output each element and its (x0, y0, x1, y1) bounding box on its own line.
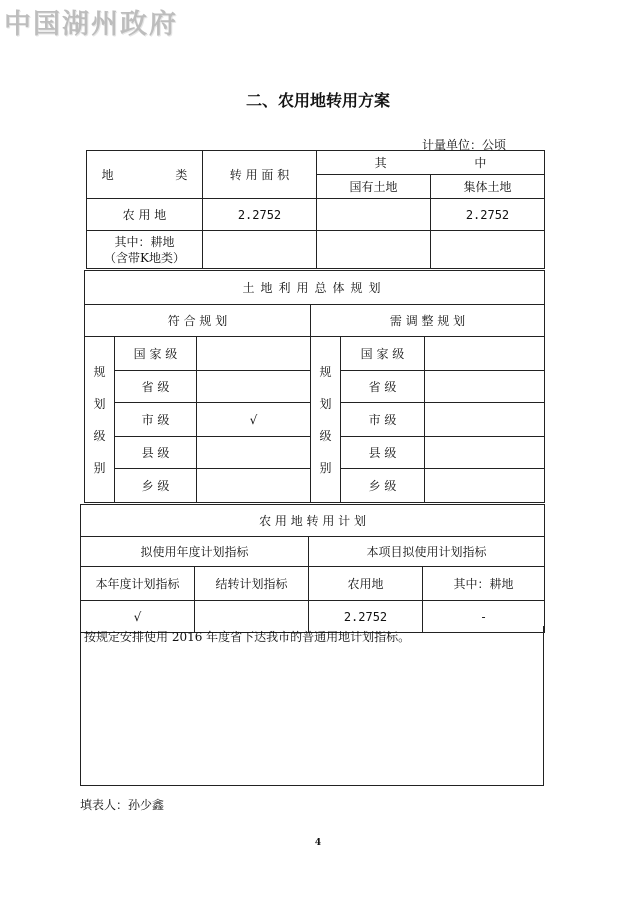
conform-level-city: 市 级 (115, 403, 197, 437)
header-area: 转 用 面 积 (203, 151, 317, 199)
header-di: 地 (101, 168, 114, 182)
row-farmland-area: 2.2752 (203, 199, 317, 231)
conform-level-national: 国 家 级 (115, 337, 197, 371)
row-farmland-state (317, 199, 431, 231)
conform-mark-city: √ (197, 403, 311, 437)
vert-char-ji: 级 (93, 428, 106, 443)
col-farmland: 农用地 (309, 567, 423, 601)
header-qi: 其 (374, 156, 387, 170)
conform-mark-national (197, 337, 311, 371)
header-among (317, 151, 545, 175)
adjust-level-county: 县 级 (341, 437, 425, 469)
conform-level-county: 县 级 (115, 437, 197, 469)
header-annual-quota: 拟使用年度计划指标 (81, 537, 309, 567)
conform-mark-province (197, 371, 311, 403)
adjust-level-vertical (311, 337, 341, 503)
note-text: 按规定安排使用 2016 年度省下达我市的普通用地计划指标。 (84, 630, 411, 644)
conform-header: 符 合 规 划 (85, 305, 311, 337)
land-type-table (86, 150, 545, 269)
page-number: 4 (314, 838, 322, 848)
unit-label: 计量单位：公顷 (421, 138, 506, 152)
val-current-year-quota: √ (81, 601, 195, 633)
planning-table (84, 270, 545, 503)
conform-level-province: 省 级 (115, 371, 197, 403)
header-zhong: 中 (474, 156, 487, 170)
header-lei: 类 (175, 168, 188, 182)
col-cultivated: 其中：耕地 (423, 567, 545, 601)
header-land-type (87, 151, 203, 199)
row-farmland-label: 农 用 地 (87, 199, 203, 231)
header-state-land: 国有土地 (317, 175, 431, 199)
vert-char-hua: 划 (93, 396, 106, 411)
conversion-plan-title: 农 用 地 转 用 计 划 (81, 505, 545, 537)
adjust-mark-national (425, 337, 545, 371)
conform-level-township: 乡 级 (115, 469, 197, 503)
val-farmland: 2.2752 (309, 601, 423, 633)
adjust-mark-township (425, 469, 545, 503)
planning-title: 土地利用总体规划 (85, 271, 545, 305)
row-cultivated-label (87, 231, 203, 269)
conversion-plan-table (80, 504, 545, 633)
adjust-mark-county (425, 437, 545, 469)
adjust-level-province: 省 级 (341, 371, 425, 403)
adjust-mark-province (425, 371, 545, 403)
adjust-header: 需 调 整 规 划 (311, 305, 545, 337)
page-title: 二、农用地转用方案 (245, 91, 390, 110)
vert-char-bie-2: 别 (319, 460, 332, 475)
row-cultivated-area (203, 231, 317, 269)
conform-mark-county (197, 437, 311, 469)
row-cultivated-collective (431, 231, 545, 269)
val-cultivated: - (423, 601, 545, 633)
adjust-mark-city (425, 403, 545, 437)
header-project-quota: 本项目拟使用计划指标 (309, 537, 545, 567)
adjust-level-city: 市 级 (341, 403, 425, 437)
watermark-logo: 中国湖州政府 (4, 9, 178, 40)
row-farmland-collective: 2.2752 (431, 199, 545, 231)
row-cultivated-label-2: （含带K地类） (104, 250, 185, 265)
adjust-level-national: 国 家 级 (341, 337, 425, 371)
row-cultivated-state (317, 231, 431, 269)
vert-char-hua-2: 划 (319, 396, 332, 411)
col-current-year-quota: 本年度计划指标 (81, 567, 195, 601)
vert-char-gui-2: 规 (319, 364, 332, 379)
conform-mark-township (197, 469, 311, 503)
adjust-level-township: 乡 级 (341, 469, 425, 503)
col-carryover-quota: 结转计划指标 (195, 567, 309, 601)
vert-char-gui: 规 (93, 364, 106, 379)
note-box (80, 626, 544, 786)
vert-char-ji-2: 级 (319, 428, 332, 443)
vert-char-bie: 别 (93, 460, 106, 475)
conform-level-vertical (85, 337, 115, 503)
row-cultivated-label-1: 其中：耕地 (114, 234, 175, 249)
header-collective-land: 集体土地 (431, 175, 545, 199)
filler-name: 填表人：孙少鑫 (80, 798, 165, 812)
